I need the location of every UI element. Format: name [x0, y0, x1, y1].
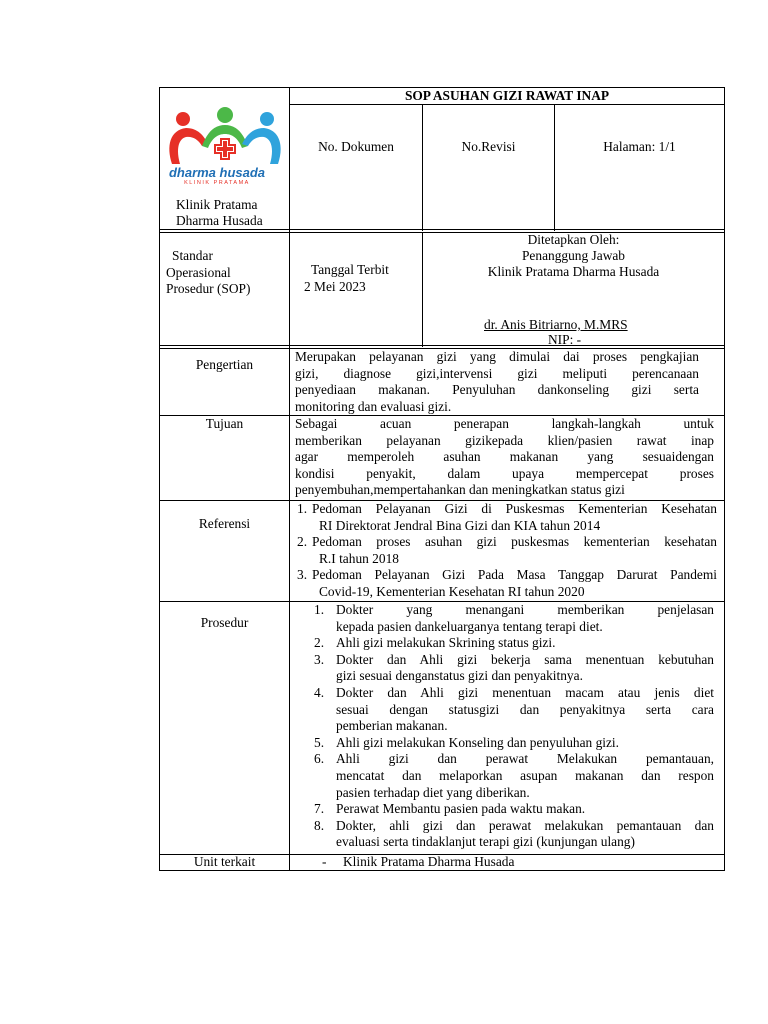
clinic-name-line2: Dharma Husada [176, 213, 263, 228]
approval-line3: Klinik Pratama Dharma Husada [487, 264, 660, 279]
referensi-label: Referensi [198, 516, 251, 531]
pengertian-text: Merupakan pelayanan gizi yang dimulai dai proses pengkajian gizi, diagnose gizi,intervensi gizi meliputi perencanaan penyediaan makanan. Penyuluhan dankonseling gizi serta monitoring dan evaluasi gizi. [295, 349, 699, 414]
list-item: 8. Dokter, ahli gizi dan perawat melakukan pemantauan dan evaluasi serta tindaklanjut terapi gizi (kunjungan ulang) [314, 817, 714, 850]
tujuan-label: Tujuan [205, 416, 244, 431]
logo-brand-text: dharma husada [168, 165, 266, 180]
pengertian-label: Pengertian [195, 357, 254, 372]
document-title: SOP ASUHAN GIZI RAWAT INAP [404, 88, 610, 103]
halaman-label: Halaman: 1/1 [603, 139, 676, 154]
list-item: 2. Pedoman proses asuhan gizi puskesmas kementerian kesehatan R.I tahun 2018 [297, 534, 717, 566]
list-item: 7. Perawat Membantu pasien pada waktu makan. [314, 801, 586, 817]
list-item: 3. Pedoman Pelayanan Gizi Pada Masa Tanggap Darurat Pandemi Covid-19, Kementerian Kesehatan RI tahun 2020 [297, 567, 717, 599]
no-dokumen-label: No. Dokumen [318, 139, 394, 154]
list-item: 4. Dokter dan Ahli gizi menentuan macam atau jenis diet sesuai dengan statusgizi dan penyakitnya serta cara pemberian makanan. [314, 684, 714, 734]
sop-label-line2: Operasional [166, 265, 231, 280]
sop-label-line1: Standar [172, 248, 213, 263]
list-item: 3. Dokter dan Ahli gizi bekerja sama menentuan kebutuhan gizi sesuai denganstatus gizi dan penyakitnya. [314, 651, 714, 684]
prosedur-label: Prosedur [200, 615, 249, 630]
clinic-name-line1: Klinik Pratama [176, 197, 258, 212]
list-item: 1. Dokter yang menangani memberikan penjelasan kepada pasien dankeluarganya tentang terapi diet. [314, 602, 714, 634]
unit-terkait-dash: - [322, 854, 327, 869]
no-revisi-label: No.Revisi [461, 139, 516, 154]
tanggal-terbit-label: Tanggal Terbit [311, 262, 389, 277]
prosedur-list [314, 602, 714, 851]
list-item: 2. Ahli gizi melakukan Skrining status gizi. [314, 635, 556, 651]
logo-tagline-text: KLINIK PRATAMA [184, 180, 250, 186]
unit-terkait-value: Klinik Pratama Dharma Husada [343, 854, 515, 869]
list-item: 1. Pedoman Pelayanan Gizi di Puskesmas Kementerian Kesehatan RI Direktorat Jendral Bina Gizi dan KIA tahun 2014 [297, 501, 717, 533]
tanggal-terbit-date: 2 Mei 2023 [304, 279, 366, 294]
approver-name: dr. Anis Bitriarno, M.MRS [484, 317, 628, 332]
referensi-list [297, 501, 717, 601]
list-item: 5. Ahli gizi melakukan Konseling dan penyuluhan gizi. [314, 734, 620, 750]
list-item: 6. Ahli gizi dan perawat Melakukan pemantauan, mencatat dan melaporkan asupan makanan dan respon pasien terhadap diet yang diberikan. [314, 751, 714, 800]
clinic-logo [166, 106, 284, 190]
sop-label-line3: Prosedur (SOP) [166, 281, 251, 296]
approval-line2: Penanggung Jawab [521, 248, 625, 263]
unit-terkait-label: Unit terkait [193, 854, 256, 869]
tujuan-text: Sebagai acuan penerapan langkah-langkah untuk memberikan pelayanan gizikepada klien/pasien rawat inap agar memperoleh asuhan makanan yang sesuaidengan kondisi penyakit, dalam upaya mempercepat proses penyembuhan,mempertahankan dan meningkatkan status gizi [295, 416, 714, 498]
approval-line1: Ditetapkan Oleh: [527, 232, 620, 247]
approver-nip: NIP: - [548, 332, 582, 347]
